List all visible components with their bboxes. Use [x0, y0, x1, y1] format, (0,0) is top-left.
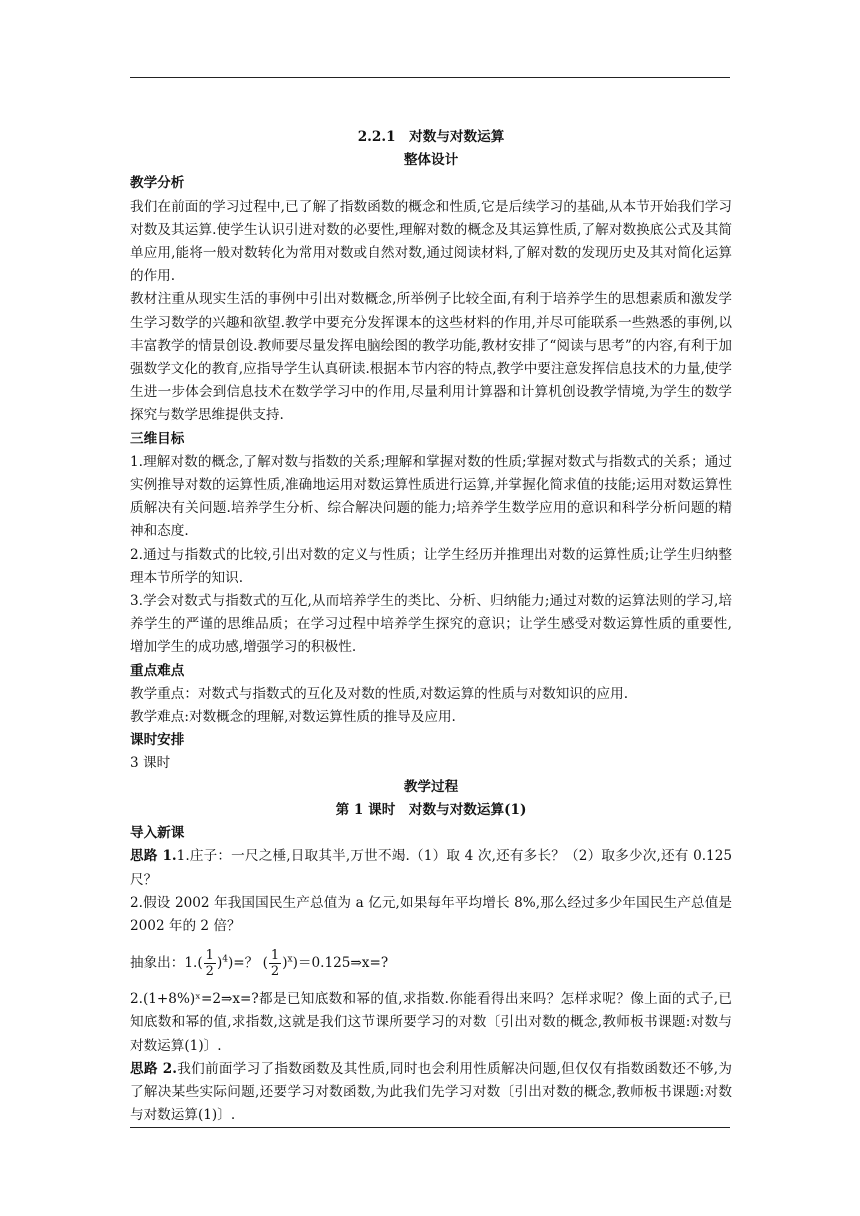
fraction-numerator: 1 [205, 947, 214, 963]
equation-paragraph: 2.(1+8%)ˣ=2⇒x=?都是已知底数和幂的值,求指数.你能看得出来吗？怎样求呢？像上面的式子,已知底数和幂的值,求指数,这就是我们这节课所要学习的对数〔引出对数的概念,教师板书课题:对数与对数运算(1)〕. [130, 991, 732, 1054]
exponent-4: 4 [222, 953, 228, 964]
abstract-label: 抽象出：1.( [130, 954, 203, 971]
fraction-numerator: 1 [270, 947, 280, 963]
section-subtitle: 整体设计 [403, 152, 459, 169]
header-rule [130, 77, 730, 78]
idea-1-text: 1.庄子：一尺之棰,日取其半,万世不竭.（1）取 4 次,还有多长？（2）取多少次,还有 0.125 尺？ [130, 848, 732, 888]
heading-process: 教学过程 [403, 778, 459, 795]
idea-2-text: 我们前面学习了指数函数及其性质,同时也会利用性质解决问题,但仅仅有指数函数还不够,为了解决某些实际问题,还要学习对数函数,为此我们先学习对数〔引出对数的概念,教师板书课题:对数与对数运算(1)〕. [130, 1060, 732, 1124]
idea-2-label: 思路 2. [130, 1060, 177, 1077]
heading-key-points: 重点难点 [130, 662, 185, 679]
analysis-paragraph-2: 教材注重从现实生活的事例中引出对数概念,所举例子比较全面,有利于培养学生的思想素质和激发学生学习数学的兴趣和欲望.教学中要充分发挥课本的这些材料的作用,并尽可能联系一些熟悉的事例,以丰富教学的情景创设.教师要尽量发挥电脑绘图的教学功能,教材安排了“阅读与思考”的内容,有利于加强数学文化的教育,应指导学生认真研读.根据本节内容的特点,教学中要注意发挥信息技术的力量,使学生进一步体会到信息技术在数学学习中的作用,尽量利用计算器和计算机创设教学情境,为学生的数学探究与数学思维提供支持. [130, 291, 732, 424]
lesson-title: 第 1 课时 对数与对数运算(1) [335, 801, 527, 818]
schedule-value: 3 课时 [130, 755, 171, 772]
idea-1-paragraph [130, 845, 732, 891]
abstract-end: )＝0.125⇒x=? [292, 954, 389, 971]
key-focus: 教学重点：对数式与指数式的互化及对数的性质,对数运算的性质与对数知识的应用. [130, 685, 629, 702]
goal-item-3: 3.学会对数式与指数式的互化,从而培养学生的类比、分析、归纳能力;通过对数的运算法则的学习,培养学生的严谨的思维品质；在学习过程中培养学生探究的意识；让学生感受对数运算性质的重要性,增加学生的成功感,增强学习的积极性. [130, 593, 732, 656]
idea-2-paragraph [130, 1058, 732, 1128]
heading-intro: 导入新课 [130, 825, 185, 842]
idea-1-label: 思路 1. [130, 848, 177, 865]
goal-item-1: 1.理解对数的概念,了解对数与指数的关系;理解和掌握对数的性质;掌握对数式与指数式的关系；通过实例推导对数的运算性质,准确地运用对数运算性质进行运算,并掌握化简求值的技能;运用对数运算性质解决有关问题.培养学生分析、综合解决问题的能力;培养学生数学应用的意识和科学分析问题的精神和态度. [130, 453, 732, 540]
fraction-denominator: 2 [205, 963, 214, 979]
abstract-mid: )=？ ( [227, 954, 268, 971]
fraction-one-half-b [269, 948, 281, 979]
fraction-denominator: 2 [270, 963, 280, 979]
document-body [130, 126, 732, 1127]
heading-goals: 三维目标 [130, 430, 185, 447]
fraction-one-half-a [204, 948, 216, 979]
key-difficulty: 教学难点:对数概念的理解,对数运算性质的推导及应用. [130, 709, 456, 726]
heading-schedule: 课时安排 [130, 732, 185, 749]
footer-rule [130, 1127, 730, 1128]
heading-analysis: 教学分析 [130, 175, 185, 192]
abstract-formula: 抽象出：1.( $\frac{1}{2}$ )$^4$ )=？ ( $\frac{1}{2}$ )$^x$ )＝0.125⇒x=? [130, 947, 389, 979]
analysis-paragraph-1: 我们在前面的学习过程中,已了解了指数函数的概念和性质,它是后续学习的基础,从本节开始我们学习对数及其运算.使学生认识引进对数的必要性,理解对数的概念及其运算性质,了解对数换底公式及其简单应用,能将一般对数转化为常用对数或自然对数,通过阅读材料,了解对数的发现历史及其对简化运算的作用. [130, 198, 732, 285]
intro-item-2: 2.假设 2002 年我国国民生产总值为 a 亿元,如果每年平均增长 8%,那么经过多少年国民生产总值是 2002 年的 2 倍？ [130, 894, 732, 934]
exponent-x: x [287, 953, 293, 964]
section-title: 2.2.1 对数与对数运算 [357, 129, 505, 145]
goal-item-2: 2.通过与指数式的比较,引出对数的定义与性质；让学生经历并推理出对数的运算性质;让学生归纳整理本节所学的知识. [130, 546, 732, 586]
